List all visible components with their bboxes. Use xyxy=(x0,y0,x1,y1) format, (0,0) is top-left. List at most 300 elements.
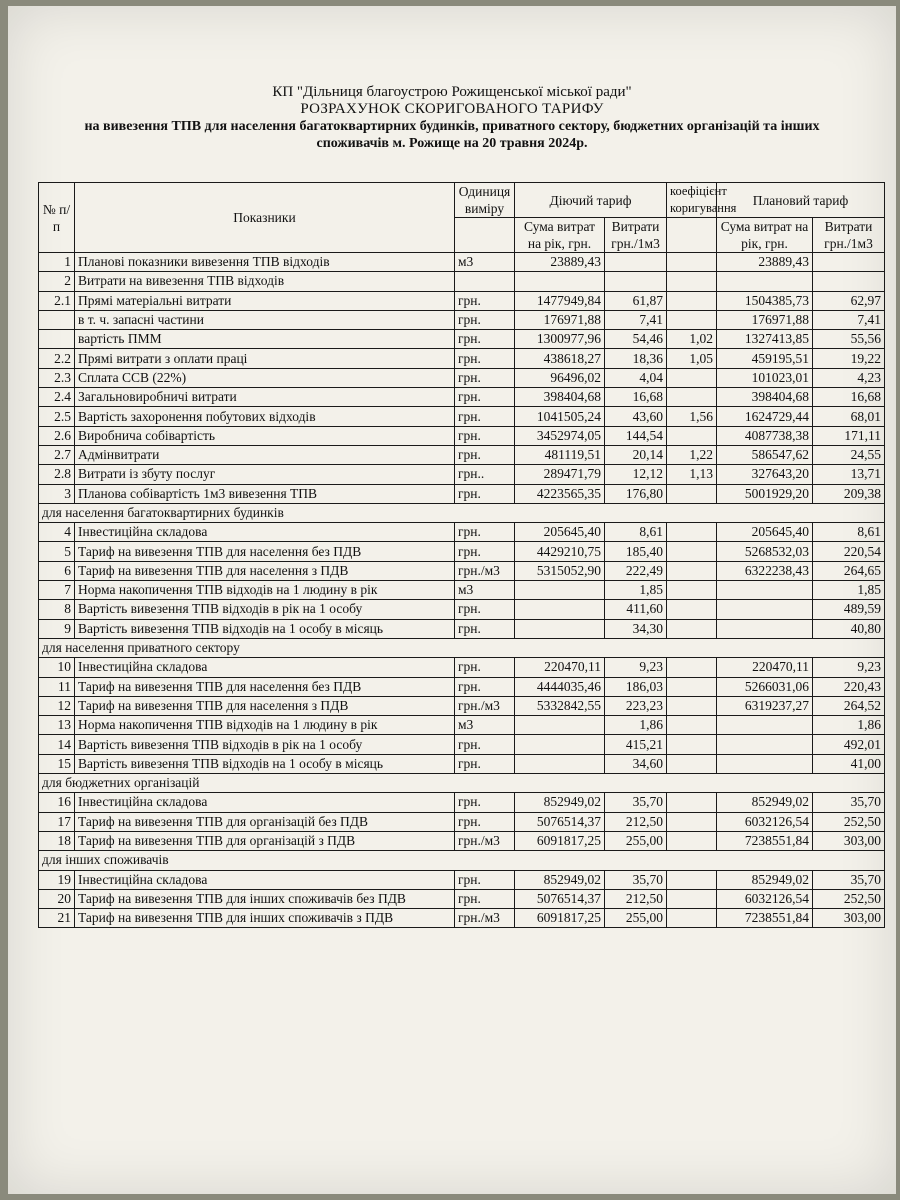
table-row xyxy=(39,600,885,619)
row-current-sum: 438618,27 xyxy=(515,349,605,368)
header-unit: Одиниця виміру xyxy=(455,183,515,218)
row-unit: грн. xyxy=(455,793,515,812)
row-planned-sum: 1504385,73 xyxy=(717,291,813,310)
row-indicator: Вартість вивезення ТПВ відходів на 1 особу в місяць xyxy=(75,619,455,638)
row-unit: грн. xyxy=(455,407,515,426)
row-coefficient: 1,22 xyxy=(667,445,717,464)
row-current-cost: 35,70 xyxy=(605,870,667,889)
row-number: 18 xyxy=(39,831,75,850)
row-current-sum: 4444035,46 xyxy=(515,677,605,696)
row-indicator: Планова собівартість 1м3 вивезення ТПВ xyxy=(75,484,455,503)
table-row xyxy=(39,735,885,754)
row-unit: грн. xyxy=(455,754,515,773)
row-number: 8 xyxy=(39,600,75,619)
row-planned-cost: 209,38 xyxy=(813,484,885,503)
row-number: 7 xyxy=(39,581,75,600)
row-coefficient xyxy=(667,735,717,754)
row-planned-cost: 8,61 xyxy=(813,523,885,542)
row-number: 19 xyxy=(39,870,75,889)
row-planned-cost xyxy=(813,272,885,291)
row-current-cost: 255,00 xyxy=(605,831,667,850)
row-planned-cost: 55,56 xyxy=(813,330,885,349)
row-current-sum: 1300977,96 xyxy=(515,330,605,349)
row-planned-cost: 35,70 xyxy=(813,793,885,812)
row-current-cost: 34,60 xyxy=(605,754,667,773)
table-row xyxy=(39,253,885,272)
row-current-cost: 223,23 xyxy=(605,696,667,715)
table-row xyxy=(39,407,885,426)
row-current-cost xyxy=(605,253,667,272)
row-current-cost: 7,41 xyxy=(605,310,667,329)
row-unit: грн. xyxy=(455,889,515,908)
row-number: 2 xyxy=(39,272,75,291)
header-current-tariff: Діючий тариф xyxy=(515,183,667,218)
row-coefficient xyxy=(667,561,717,580)
row-coefficient xyxy=(667,870,717,889)
row-unit: грн. xyxy=(455,619,515,638)
row-current-cost: 16,68 xyxy=(605,388,667,407)
row-number: 2.1 xyxy=(39,291,75,310)
organization-name: КП "Дільниця благоустрою Рожищенської міської ради" xyxy=(272,84,632,100)
row-planned-sum xyxy=(717,581,813,600)
row-number: 20 xyxy=(39,889,75,908)
row-current-cost: 9,23 xyxy=(605,658,667,677)
row-current-cost: 185,40 xyxy=(605,542,667,561)
row-current-cost: 4,04 xyxy=(605,368,667,387)
table-row xyxy=(39,870,885,889)
row-number: 2.8 xyxy=(39,465,75,484)
table-row xyxy=(39,581,885,600)
row-planned-sum: 176971,88 xyxy=(717,310,813,329)
row-number: 4 xyxy=(39,523,75,542)
row-indicator: Тариф на вивезення ТПВ для інших споживачів з ПДВ xyxy=(75,909,455,928)
row-unit: грн. xyxy=(455,426,515,445)
row-planned-cost: 62,97 xyxy=(813,291,885,310)
row-coefficient xyxy=(667,484,717,503)
row-planned-cost: 35,70 xyxy=(813,870,885,889)
row-current-sum: 1041505,24 xyxy=(515,407,605,426)
row-unit: грн. xyxy=(455,291,515,310)
row-current-cost: 212,50 xyxy=(605,889,667,908)
section-title: для населення багатоквартирних будинків xyxy=(39,503,885,522)
header-num: № п/п xyxy=(39,183,75,253)
row-current-sum xyxy=(515,735,605,754)
row-planned-cost: 264,65 xyxy=(813,561,885,580)
section-row xyxy=(39,503,885,522)
table-row xyxy=(39,426,885,445)
row-number: 9 xyxy=(39,619,75,638)
table-row xyxy=(39,445,885,464)
row-planned-sum: 5001929,20 xyxy=(717,484,813,503)
row-planned-sum: 7238551,84 xyxy=(717,831,813,850)
row-current-cost: 61,87 xyxy=(605,291,667,310)
row-planned-sum xyxy=(717,600,813,619)
row-indicator: Тариф на вивезення ТПВ для організацій без ПДВ xyxy=(75,812,455,831)
row-current-sum xyxy=(515,619,605,638)
row-indicator: Вартість вивезення ТПВ відходів на 1 особу в місяць xyxy=(75,754,455,773)
row-unit: грн./м3 xyxy=(455,831,515,850)
table-row xyxy=(39,658,885,677)
row-current-sum: 481119,51 xyxy=(515,445,605,464)
row-planned-sum: 459195,51 xyxy=(717,349,813,368)
row-coefficient xyxy=(667,909,717,928)
row-planned-sum: 586547,62 xyxy=(717,445,813,464)
table-row xyxy=(39,523,885,542)
row-planned-cost: 303,00 xyxy=(813,831,885,850)
row-indicator: Інвестиційна складова xyxy=(75,870,455,889)
table-row xyxy=(39,561,885,580)
document-sheet xyxy=(8,6,896,1194)
row-current-sum: 398404,68 xyxy=(515,388,605,407)
row-planned-sum: 1624729,44 xyxy=(717,407,813,426)
row-planned-cost: 252,50 xyxy=(813,812,885,831)
row-indicator: Сплата ССВ (22%) xyxy=(75,368,455,387)
row-current-cost: 43,60 xyxy=(605,407,667,426)
table-row xyxy=(39,754,885,773)
row-number: 2.3 xyxy=(39,368,75,387)
row-planned-cost: 264,52 xyxy=(813,696,885,715)
row-planned-sum xyxy=(717,754,813,773)
document-subtitle-line1: на вивезення ТПВ для населення багатоквартирних будинків, приватного сектору, бюджетних організацій та інших xyxy=(84,119,820,134)
row-number: 2.6 xyxy=(39,426,75,445)
row-number: 21 xyxy=(39,909,75,928)
row-current-cost: 144,54 xyxy=(605,426,667,445)
row-unit: грн. xyxy=(455,484,515,503)
row-planned-cost: 489,59 xyxy=(813,600,885,619)
section-title: для бюджетних організацій xyxy=(39,774,885,793)
row-number: 14 xyxy=(39,735,75,754)
table-row xyxy=(39,291,885,310)
section-row xyxy=(39,638,885,657)
row-coefficient xyxy=(667,658,717,677)
table-row xyxy=(39,465,885,484)
row-planned-cost: 40,80 xyxy=(813,619,885,638)
row-unit: грн. xyxy=(455,388,515,407)
header-planned-sum-year: Сума витрат на рік, грн. xyxy=(717,218,813,253)
row-coefficient xyxy=(667,310,717,329)
row-current-sum: 23889,43 xyxy=(515,253,605,272)
row-indicator: Планові показники вивезення ТПВ відходів xyxy=(75,253,455,272)
row-coefficient xyxy=(667,889,717,908)
row-planned-cost: 19,22 xyxy=(813,349,885,368)
row-planned-sum: 5266031,06 xyxy=(717,677,813,696)
row-number: 2.4 xyxy=(39,388,75,407)
header-indicator: Показники xyxy=(75,183,455,253)
row-current-sum xyxy=(515,600,605,619)
row-current-cost: 186,03 xyxy=(605,677,667,696)
row-coefficient: 1,05 xyxy=(667,349,717,368)
row-coefficient xyxy=(667,600,717,619)
row-current-cost xyxy=(605,272,667,291)
table-row xyxy=(39,716,885,735)
row-coefficient: 1,13 xyxy=(667,465,717,484)
row-planned-sum xyxy=(717,735,813,754)
header-coef-empty xyxy=(667,218,717,253)
row-current-sum: 4223565,35 xyxy=(515,484,605,503)
row-coefficient xyxy=(667,426,717,445)
row-number: 12 xyxy=(39,696,75,715)
row-current-cost: 20,14 xyxy=(605,445,667,464)
row-planned-cost xyxy=(813,253,885,272)
row-planned-cost: 220,54 xyxy=(813,542,885,561)
row-unit: грн./м3 xyxy=(455,561,515,580)
section-title: для інших споживачів xyxy=(39,851,885,870)
row-current-sum xyxy=(515,754,605,773)
row-unit: м3 xyxy=(455,253,515,272)
row-planned-sum: 6032126,54 xyxy=(717,889,813,908)
row-planned-sum: 327643,20 xyxy=(717,465,813,484)
row-coefficient xyxy=(667,812,717,831)
row-current-cost: 1,85 xyxy=(605,581,667,600)
row-number: 17 xyxy=(39,812,75,831)
row-planned-cost: 4,23 xyxy=(813,368,885,387)
table-row xyxy=(39,330,885,349)
row-number: 5 xyxy=(39,542,75,561)
row-unit: грн. xyxy=(455,658,515,677)
row-unit: грн. xyxy=(455,445,515,464)
row-unit: грн. xyxy=(455,310,515,329)
row-number: 13 xyxy=(39,716,75,735)
row-current-sum: 6091817,25 xyxy=(515,909,605,928)
row-indicator: Загальновиробничі витрати xyxy=(75,388,455,407)
table-row xyxy=(39,619,885,638)
row-current-cost: 18,36 xyxy=(605,349,667,368)
row-planned-sum: 1327413,85 xyxy=(717,330,813,349)
row-indicator: Норма накопичення ТПВ відходів на 1 людину в рік xyxy=(75,716,455,735)
row-indicator: Тариф на вивезення ТПВ для населення з ПДВ xyxy=(75,696,455,715)
row-indicator: Тариф на вивезення ТПВ для населення без ПДВ xyxy=(75,542,455,561)
row-indicator: Тариф на вивезення ТПВ для населення з ПДВ xyxy=(75,561,455,580)
document-subtitle-line2: споживачів м. Рожище на 20 травня 2024р. xyxy=(316,136,588,151)
row-coefficient xyxy=(667,291,717,310)
row-indicator: Інвестиційна складова xyxy=(75,658,455,677)
row-current-cost: 415,21 xyxy=(605,735,667,754)
row-unit xyxy=(455,272,515,291)
row-number: 3 xyxy=(39,484,75,503)
row-indicator: Вартість вивезення ТПВ відходів в рік на 1 особу xyxy=(75,600,455,619)
table-row xyxy=(39,793,885,812)
header-unit-empty xyxy=(455,218,515,253)
row-current-sum: 1477949,84 xyxy=(515,291,605,310)
row-current-cost: 54,46 xyxy=(605,330,667,349)
table-row xyxy=(39,310,885,329)
row-planned-sum: 398404,68 xyxy=(717,388,813,407)
table-row xyxy=(39,696,885,715)
row-coefficient: 1,56 xyxy=(667,407,717,426)
row-number xyxy=(39,330,75,349)
row-unit: грн. xyxy=(455,812,515,831)
row-current-sum: 4429210,75 xyxy=(515,542,605,561)
row-planned-sum: 6032126,54 xyxy=(717,812,813,831)
row-current-cost: 176,80 xyxy=(605,484,667,503)
row-planned-cost: 24,55 xyxy=(813,445,885,464)
row-indicator: Інвестиційна складова xyxy=(75,793,455,812)
row-number: 10 xyxy=(39,658,75,677)
row-current-sum: 289471,79 xyxy=(515,465,605,484)
row-coefficient xyxy=(667,253,717,272)
row-planned-sum: 205645,40 xyxy=(717,523,813,542)
row-coefficient xyxy=(667,754,717,773)
table-row xyxy=(39,484,885,503)
row-planned-cost: 13,71 xyxy=(813,465,885,484)
row-planned-cost: 7,41 xyxy=(813,310,885,329)
row-indicator: Витрати на вивезення ТПВ відходів xyxy=(75,272,455,291)
row-planned-sum: 5268532,03 xyxy=(717,542,813,561)
row-coefficient xyxy=(667,696,717,715)
section-title: для населення приватного сектору xyxy=(39,638,885,657)
row-planned-cost: 16,68 xyxy=(813,388,885,407)
row-current-sum: 176971,88 xyxy=(515,310,605,329)
row-current-sum xyxy=(515,581,605,600)
row-number: 6 xyxy=(39,561,75,580)
header-planned-tariff: Плановий тариф xyxy=(717,183,885,218)
row-current-cost: 255,00 xyxy=(605,909,667,928)
header-planned-cost-per-m3: Витрати грн./1м3 xyxy=(813,218,885,253)
row-indicator: Адмінвитрати xyxy=(75,445,455,464)
tariff-table-body xyxy=(39,253,885,928)
row-unit: грн. xyxy=(455,735,515,754)
row-planned-sum xyxy=(717,272,813,291)
section-row xyxy=(39,851,885,870)
row-unit: м3 xyxy=(455,581,515,600)
row-indicator: Інвестиційна складова xyxy=(75,523,455,542)
document-title: РОЗРАХУНОК СКОРИГОВАНОГО ТАРИФУ xyxy=(300,101,604,117)
table-row xyxy=(39,889,885,908)
row-current-sum: 205645,40 xyxy=(515,523,605,542)
row-coefficient xyxy=(667,542,717,561)
row-planned-sum: 852949,02 xyxy=(717,870,813,889)
row-indicator: Вартість вивезення ТПВ відходів в рік на 1 особу xyxy=(75,735,455,754)
row-planned-sum: 7238551,84 xyxy=(717,909,813,928)
row-current-cost: 8,61 xyxy=(605,523,667,542)
row-planned-sum: 23889,43 xyxy=(717,253,813,272)
row-current-cost: 35,70 xyxy=(605,793,667,812)
table-row xyxy=(39,831,885,850)
row-planned-sum xyxy=(717,716,813,735)
row-number: 2.7 xyxy=(39,445,75,464)
row-indicator: в т. ч. запасні частини xyxy=(75,310,455,329)
header-sum-year: Сума витрат на рік, грн. xyxy=(515,218,605,253)
row-planned-cost: 303,00 xyxy=(813,909,885,928)
row-current-cost: 212,50 xyxy=(605,812,667,831)
row-number: 15 xyxy=(39,754,75,773)
row-planned-cost: 1,85 xyxy=(813,581,885,600)
row-unit: грн.. xyxy=(455,465,515,484)
row-indicator: вартість ПММ xyxy=(75,330,455,349)
table-row xyxy=(39,909,885,928)
row-unit: грн. xyxy=(455,330,515,349)
row-indicator: Вартість захоронення побутових відходів xyxy=(75,407,455,426)
row-unit: грн./м3 xyxy=(455,696,515,715)
row-coefficient xyxy=(667,677,717,696)
row-indicator: Прямі матеріальні витрати xyxy=(75,291,455,310)
row-current-cost: 34,30 xyxy=(605,619,667,638)
row-indicator: Тариф на вивезення ТПВ для організацій з ПДВ xyxy=(75,831,455,850)
tariff-table xyxy=(38,182,885,928)
row-planned-cost: 9,23 xyxy=(813,658,885,677)
row-current-sum: 5315052,90 xyxy=(515,561,605,580)
row-current-sum: 3452974,05 xyxy=(515,426,605,445)
table-row xyxy=(39,677,885,696)
row-current-cost: 12,12 xyxy=(605,465,667,484)
row-indicator: Тариф на вивезення ТПВ для інших споживачів без ПДВ xyxy=(75,889,455,908)
row-planned-cost: 68,01 xyxy=(813,407,885,426)
row-coefficient xyxy=(667,581,717,600)
row-number: 11 xyxy=(39,677,75,696)
row-planned-cost: 252,50 xyxy=(813,889,885,908)
row-coefficient: 1,02 xyxy=(667,330,717,349)
row-indicator: Прямі витрати з оплати праці xyxy=(75,349,455,368)
row-coefficient xyxy=(667,716,717,735)
row-coefficient xyxy=(667,619,717,638)
row-current-sum: 5076514,37 xyxy=(515,889,605,908)
row-number xyxy=(39,310,75,329)
row-number: 2.2 xyxy=(39,349,75,368)
row-planned-sum: 4087738,38 xyxy=(717,426,813,445)
row-planned-sum: 6319237,27 xyxy=(717,696,813,715)
table-row xyxy=(39,349,885,368)
row-unit: грн. xyxy=(455,368,515,387)
row-indicator: Виробнича собівартість xyxy=(75,426,455,445)
row-coefficient xyxy=(667,793,717,812)
row-planned-cost: 171,11 xyxy=(813,426,885,445)
table-row xyxy=(39,542,885,561)
row-unit: грн./м3 xyxy=(455,909,515,928)
table-row xyxy=(39,272,885,291)
row-planned-cost: 1,86 xyxy=(813,716,885,735)
row-coefficient xyxy=(667,388,717,407)
row-current-sum: 6091817,25 xyxy=(515,831,605,850)
table-row xyxy=(39,368,885,387)
row-unit: грн. xyxy=(455,870,515,889)
row-number: 1 xyxy=(39,253,75,272)
row-coefficient xyxy=(667,523,717,542)
table-row xyxy=(39,388,885,407)
row-planned-sum: 101023,01 xyxy=(717,368,813,387)
row-current-sum: 5332842,55 xyxy=(515,696,605,715)
row-coefficient xyxy=(667,368,717,387)
row-unit: м3 xyxy=(455,716,515,735)
row-current-cost: 1,86 xyxy=(605,716,667,735)
header-cost-per-m3: Витрати грн./1м3 xyxy=(605,218,667,253)
row-current-cost: 411,60 xyxy=(605,600,667,619)
row-indicator: Тариф на вивезення ТПВ для населення без ПДВ xyxy=(75,677,455,696)
row-indicator: Норма накопичення ТПВ відходів на 1 людину в рік xyxy=(75,581,455,600)
header-coef: коефіцієнт коригування xyxy=(667,183,717,218)
row-number: 2.5 xyxy=(39,407,75,426)
document-header xyxy=(8,84,896,152)
row-planned-sum: 852949,02 xyxy=(717,793,813,812)
row-current-sum xyxy=(515,716,605,735)
row-current-sum: 852949,02 xyxy=(515,870,605,889)
row-unit: грн. xyxy=(455,600,515,619)
row-planned-cost: 492,01 xyxy=(813,735,885,754)
row-current-sum: 852949,02 xyxy=(515,793,605,812)
section-row xyxy=(39,774,885,793)
row-unit: грн. xyxy=(455,523,515,542)
row-unit: грн. xyxy=(455,349,515,368)
row-current-sum: 220470,11 xyxy=(515,658,605,677)
row-current-sum xyxy=(515,272,605,291)
row-planned-sum: 6322238,43 xyxy=(717,561,813,580)
row-number: 16 xyxy=(39,793,75,812)
row-current-cost: 222,49 xyxy=(605,561,667,580)
row-planned-cost: 41,00 xyxy=(813,754,885,773)
row-unit: грн. xyxy=(455,677,515,696)
row-current-sum: 5076514,37 xyxy=(515,812,605,831)
row-unit: грн. xyxy=(455,542,515,561)
row-coefficient xyxy=(667,272,717,291)
